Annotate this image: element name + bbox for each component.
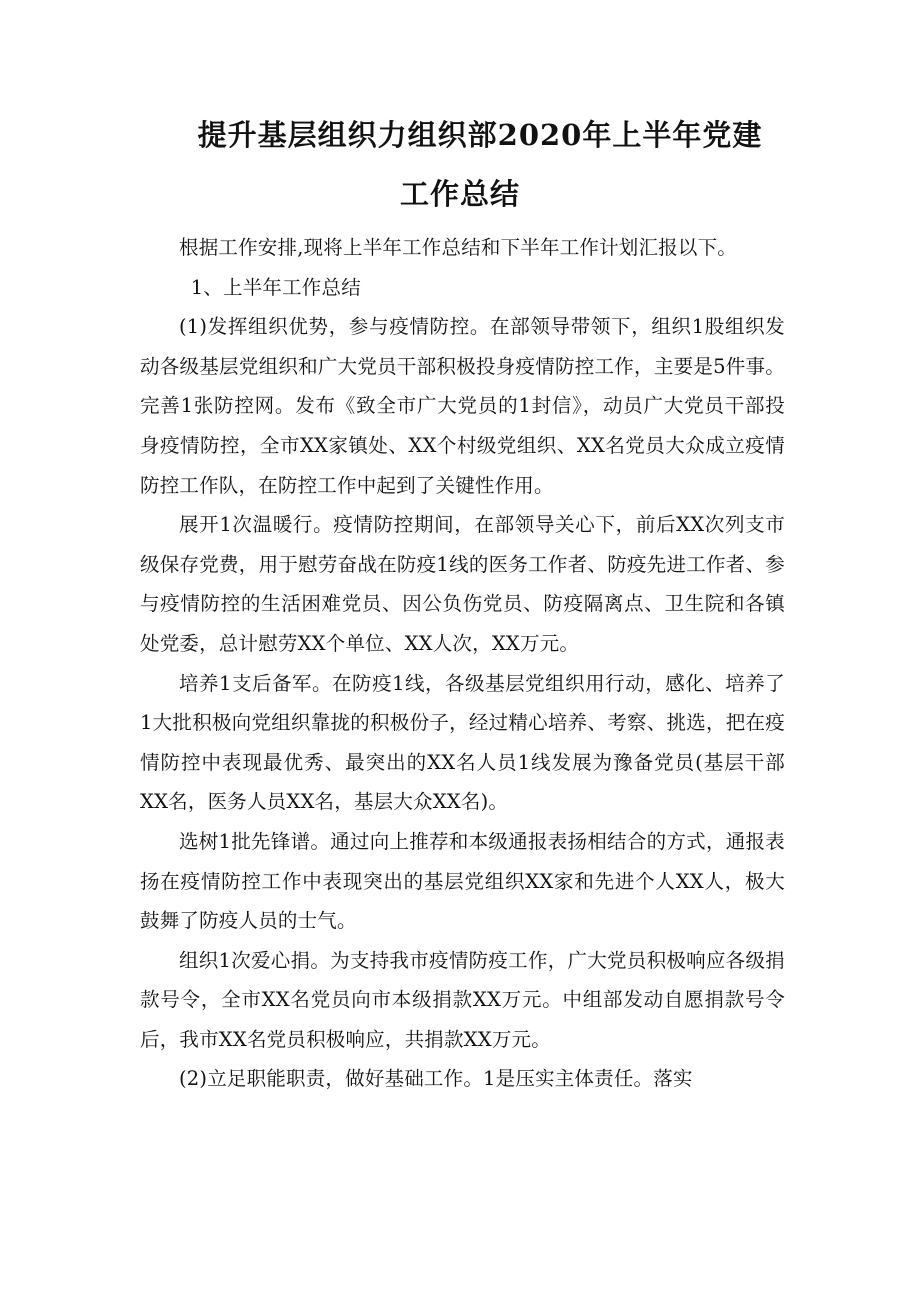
document-title-line-2: 工作总结 bbox=[399, 177, 520, 211]
body-paragraph: 选树1批先锋谱。通过向上推荐和本级通报表扬相结合的方式，通报表扬在疫情防控工作中表现突出的基层党组织XX家和先进个人XX人，极大鼓舞了防疫人员的士气。 bbox=[140, 829, 785, 933]
document-body bbox=[140, 228, 785, 1099]
body-paragraph: 培养1支后备军。在防疫1线，各级基层党组织用行动，感化、培养了1大批积极向党组织靠拢的积极份子，经过精心培养、考察、挑选，把在疫情防控中表现最优秀、最突出的XX名人员1线发展为豫备党员(基层干部XX名，医务人员XX名，基层大众XX名)。 bbox=[140, 671, 785, 814]
section-heading: 1、上半年工作总结 bbox=[190, 275, 361, 299]
body-paragraph: (2)立足职能职责，做好基础工作。1是压实主体责任。落实 bbox=[179, 1067, 693, 1091]
body-paragraph: 组织1次爱心捐。为支持我市疫情防疫工作，广大党员积极响应各级捐款号令，全市XX名党员向市本级捐款XX万元。中组部发动自愿捐款号令后，我市XX名党员积极响应，共捐款XX万元。 bbox=[140, 948, 785, 1051]
body-paragraph: 展开1次温暖行。疫情防控期间，在部领导关心下，前后XX次列支市级保存党费，用于慰劳奋战在防疫1线的医务工作者、防疫先进工作者、参与疫情防控的生活困难党员、因公负伤党员、防疫隔离点、卫生院和各镇处党委，总计慰劳XX个单位、XX人次，XX万元。 bbox=[140, 513, 785, 655]
body-paragraph: (1)发挥组织优势，参与疫情防控。在部领导带领下，组织1股组织发动各级基层党组织和广大党员干部积极投身疫情防控工作，主要是5件事。完善1张防控网。发布《致全市广大党员的1封信》，动员广大党员干部投身疫情防控，全市XX家镇处、XX个村级党组织、XX名党员大众成立疫情防控工作队，在防控工作中起到了关键性作用。 bbox=[140, 315, 785, 497]
document-title-line-1: 提升基层组织力组织部2020年上半年党建 bbox=[197, 118, 763, 152]
intro-paragraph: 根据工作安排,现将上半年工作总结和下半年工作计划汇报以下。 bbox=[179, 236, 737, 259]
